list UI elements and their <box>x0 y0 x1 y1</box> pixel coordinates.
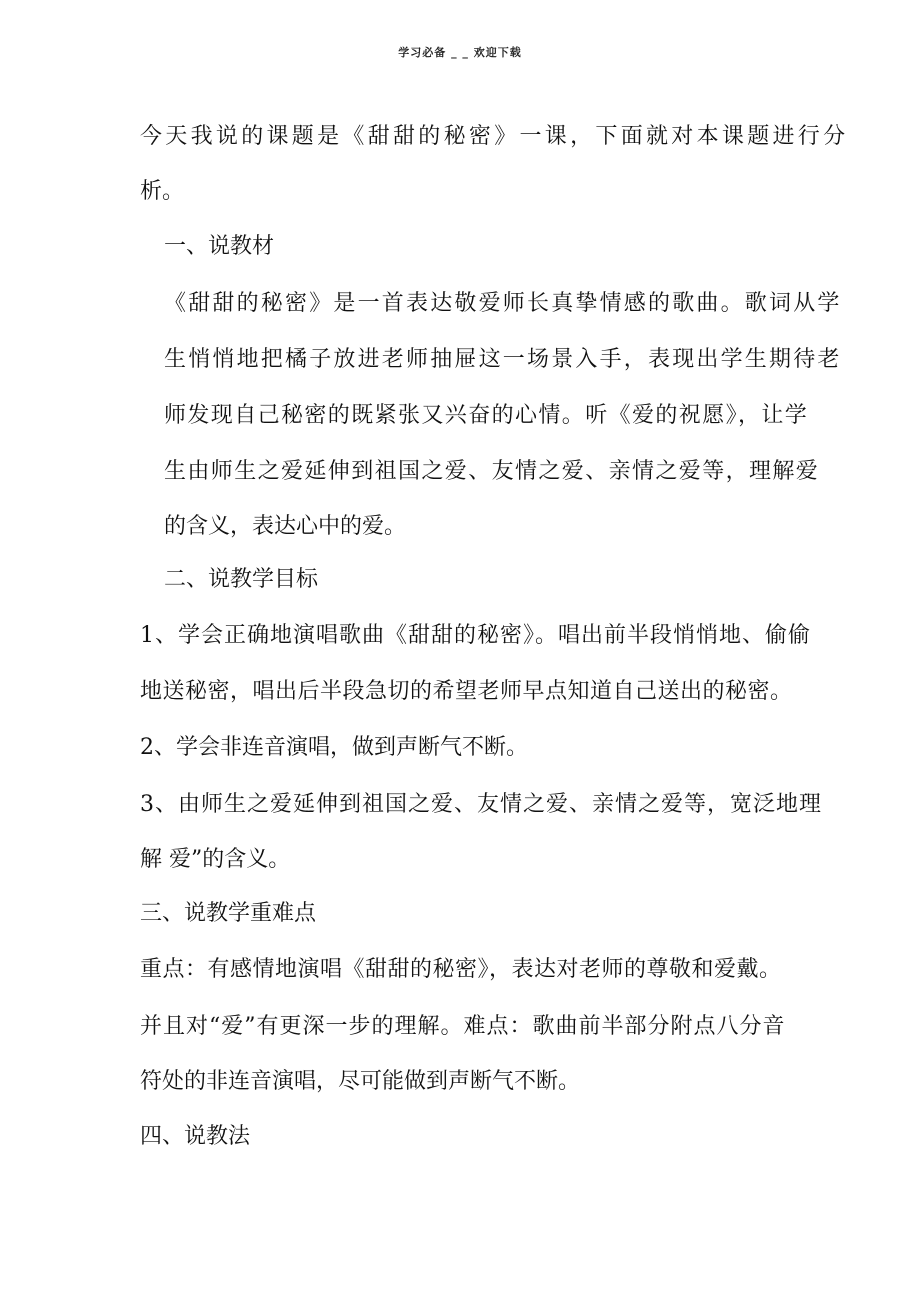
text-line: 生由师生之爱延伸到祖国之爱、友情之爱、亲情之爱等，理解爱 <box>164 459 820 484</box>
section-heading: 三、说教学重难点 <box>140 901 317 926</box>
text-line: 重点：有感情地演唱《甜甜的秘密》，表达对老师的尊敬和爱戴。 <box>140 957 782 982</box>
text-line: 解 爱”的含义。 <box>140 847 291 872</box>
text-line: 3、由师生之爱延伸到祖国之爱、友情之爱、亲情之爱等，宽泛地理 <box>140 792 822 817</box>
text-line: 符处的非连音演唱，尽可能做到声断气不断。 <box>140 1069 581 1094</box>
section-heading: 四、说教法 <box>140 1124 251 1149</box>
text-line: 今天我说的课题是《甜甜的秘密》一课，下面就对本课题进行分 <box>140 124 849 149</box>
text-line: 1、学会正确地演唱歌曲《甜甜的秘密》。唱出前半段悄悄地、偷偷 <box>140 623 811 648</box>
text-line: 的含义，表达心中的爱。 <box>164 514 407 539</box>
text-line: 地送秘密，唱出后半段急切的希望老师早点知道自己送出的秘密。 <box>140 679 793 704</box>
text-line: 生悄悄地把橘子放进老师抽屉这一场景入手，表现出学生期待老 <box>164 347 842 372</box>
text-line: 析。 <box>140 179 185 204</box>
text-line: 《甜甜的秘密》是一首表达敬爱师长真挚情感的歌曲。歌词从学 <box>164 291 842 316</box>
text-line: 2、学会非连音演唱，做到声断气不断。 <box>140 735 528 760</box>
section-heading: 一、说教材 <box>164 234 275 259</box>
text-line: 师发现自己秘密的既紧张又兴奋的心情。听《爱的祝愿》，让学 <box>164 403 809 428</box>
section-heading: 二、说教学目标 <box>164 567 319 592</box>
page-header: 学习必备 _ _ 欢迎下载 <box>398 46 522 59</box>
text-line: 并且对“爱”有更深一步的理解。难点：歌曲前半部分附点八分音 <box>140 1014 786 1039</box>
